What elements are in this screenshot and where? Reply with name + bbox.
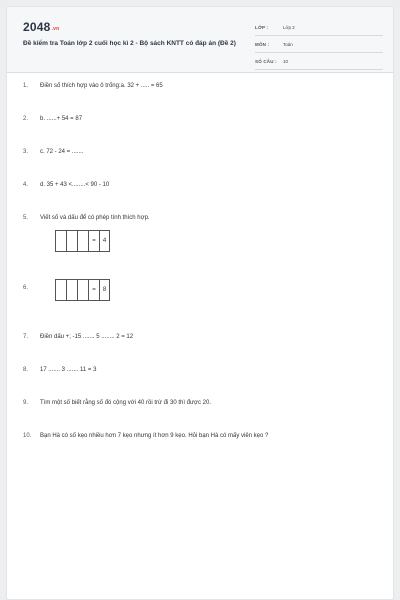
result-box: 8 (99, 279, 110, 301)
meta-row-question-count (255, 53, 383, 70)
question-number: 8. (23, 367, 29, 373)
logo-text: 2048 (23, 20, 51, 34)
result-box: 4 (99, 230, 110, 252)
question-number: 5. (23, 215, 29, 221)
meta-row-class (255, 19, 383, 36)
question-item (23, 116, 82, 122)
question-item (23, 367, 96, 373)
site-logo[interactable] (23, 20, 59, 34)
question-item (23, 182, 109, 188)
question-item (23, 149, 84, 155)
meta-label: SỐ CÂU : (255, 58, 277, 64)
question-number: 2. (23, 116, 29, 122)
worksheet-meta (255, 19, 383, 70)
question-number: 6. (23, 285, 29, 291)
question-text: b. ......+ 54 = 87 (40, 116, 83, 122)
question-item (23, 400, 211, 406)
answer-box[interactable] (55, 279, 66, 301)
question-number: 10. (23, 433, 32, 439)
question-text: c. 72 - 24 = ....... (40, 149, 84, 155)
question-item (23, 285, 40, 291)
question-text: Điền số thích hợp vào ô trống:a. 32 + ..... = 65 (40, 83, 163, 89)
meta-value: Lớp 2 (283, 24, 295, 30)
question-text: d. 35 + 43 <........< 90 - 10 (40, 182, 110, 188)
worksheet-title: Đề kiểm tra Toán lớp 2 cuối học kì 2 - Bộ sách KNTT có đáp án (Đề 2) (23, 40, 236, 47)
question-text: Bạn Hà có số kẹo nhiều hơn 7 kẹo nhưng ít hơn 9 kẹo. Hỏi bạn Hà có mấy viên kẹo ? (40, 433, 269, 439)
worksheet-page (6, 6, 394, 600)
answer-box[interactable] (55, 230, 66, 252)
answer-box-row (55, 279, 110, 301)
meta-value: Toán (283, 41, 293, 47)
meta-row-subject (255, 36, 383, 53)
meta-value: 10 (283, 58, 289, 64)
equals-box: = (88, 230, 99, 252)
question-item (23, 83, 163, 89)
logo-domain: .vn (51, 26, 60, 32)
answer-box[interactable] (77, 279, 88, 301)
question-item (23, 433, 268, 439)
answer-box-row (55, 230, 110, 252)
equals-box: = (88, 279, 99, 301)
worksheet-header (7, 7, 393, 73)
meta-label: LỚP : (255, 24, 269, 30)
question-number: 7. (23, 334, 29, 340)
question-number: 1. (23, 83, 29, 89)
answer-box[interactable] (66, 230, 77, 252)
question-text: Tìm một số biết rằng số đó cộng với 40 rồi trừ đi 30 thì được 20. (40, 400, 211, 406)
meta-label: MÔN : (255, 41, 270, 47)
question-item (23, 215, 150, 221)
question-text: 17 ....... 3 ....... 11 = 3 (40, 367, 97, 373)
question-text: Viết số và dấu để có phép tính thích hợp. (40, 215, 150, 221)
question-number: 3. (23, 149, 29, 155)
answer-box[interactable] (77, 230, 88, 252)
question-number: 9. (23, 400, 29, 406)
question-text: Điền dấu +; -15 ....... 5 ........ 2 = 12 (40, 334, 134, 340)
question-number: 4. (23, 182, 29, 188)
question-item (23, 334, 133, 340)
answer-box[interactable] (66, 279, 77, 301)
